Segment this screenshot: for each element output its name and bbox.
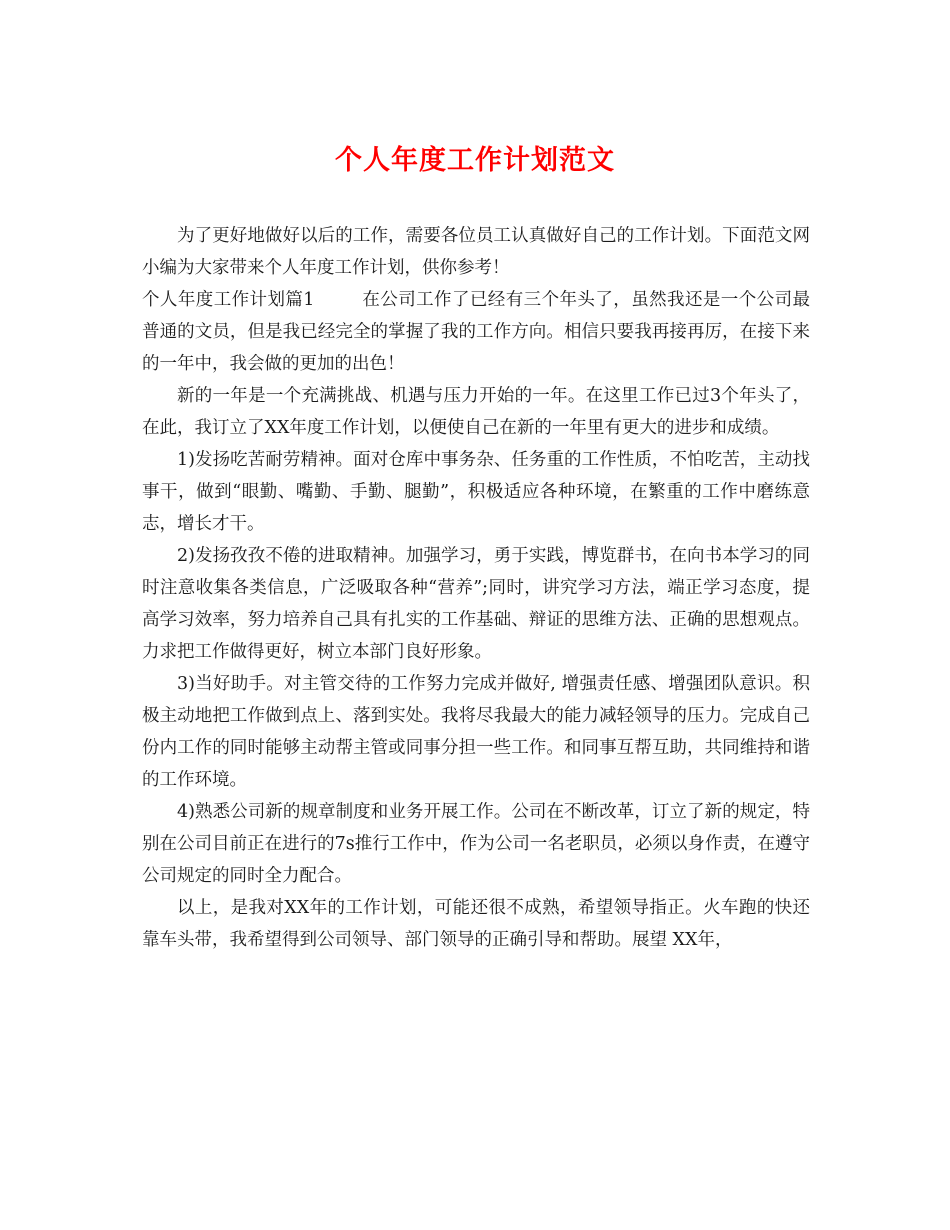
body-paragraph: 以上，是我对XX年的工作计划，可能还很不成熟，希望领导指正。火车跑的快还靠车头带，我希望得到公司领导、部门领导的正确引导和帮助。展望 XX年， xyxy=(142,898,810,950)
section-heading: 个人年度工作计划篇1 xyxy=(142,290,315,310)
body-paragraph: 3)当好助手。对主管交待的工作努力完成并做好, 增强责任感、增强团队意识。积极主动地把工作做到点上、落到实处。我将尽我最大的能力减轻领导的压力。完成自己份内工作的同时能够主动帮主管或同事分担一些工作。和同事互帮互助，共同维持和谐的工作环境。 xyxy=(142,674,810,790)
body-paragraph: 2)发扬孜孜不倦的进取精神。加强学习，勇于实践，博览群书，在向书本学习的同时注意收集各类信息，广泛吸取各种“营养”;同时，讲究学习方法，端正学习态度，提高学习效率，努力培养自己具有扎实的工作基础、辩证的思维方法、正确的思想观点。力求把工作做得更好，树立本部门良好形象。 xyxy=(142,546,810,662)
document-title: 个人年度工作计划范文 xyxy=(335,145,615,176)
body-paragraph: 1)发扬吃苦耐劳精神。面对仓库中事务杂、任务重的工作性质，不怕吃苦，主动找事干，做到“眼勤、嘴勤、手勤、腿勤”，积极适应各种环境，在繁重的工作中磨练意志，增长才干。 xyxy=(142,450,810,534)
body-paragraph: 新的一年是一个充满挑战、机遇与压力开始的一年。在这里工作已过3个年头了，在此，我订立了XX年度工作计划，以便使自己在新的一年里有更大的进步和成绩。 xyxy=(142,386,810,438)
body-paragraph: 4)熟悉公司新的规章制度和业务开展工作。公司在不断改革，订立了新的规定，特别在公司目前正在进行的7s推行工作中，作为公司一名老职员，必须以身作责，在遵守公司规定的同时全力配合。 xyxy=(142,802,810,886)
section-paragraph xyxy=(142,284,810,380)
document-body xyxy=(142,220,810,956)
section-lead: 在公司工作了已经有三个年头了，虽然我还是一个公司最普通的文员，但是我已经完全的掌握了我的工作方向。相信只要我再接再厉，在接下来的一年中，我会做的更加的出色！ xyxy=(142,290,810,374)
section-gap xyxy=(314,290,362,310)
intro-paragraph: 为了更好地做好以后的工作，需要各位员工认真做好自己的工作计划。下面范文网小编为大家带来个人年度工作计划，供你参考！ xyxy=(142,226,810,278)
